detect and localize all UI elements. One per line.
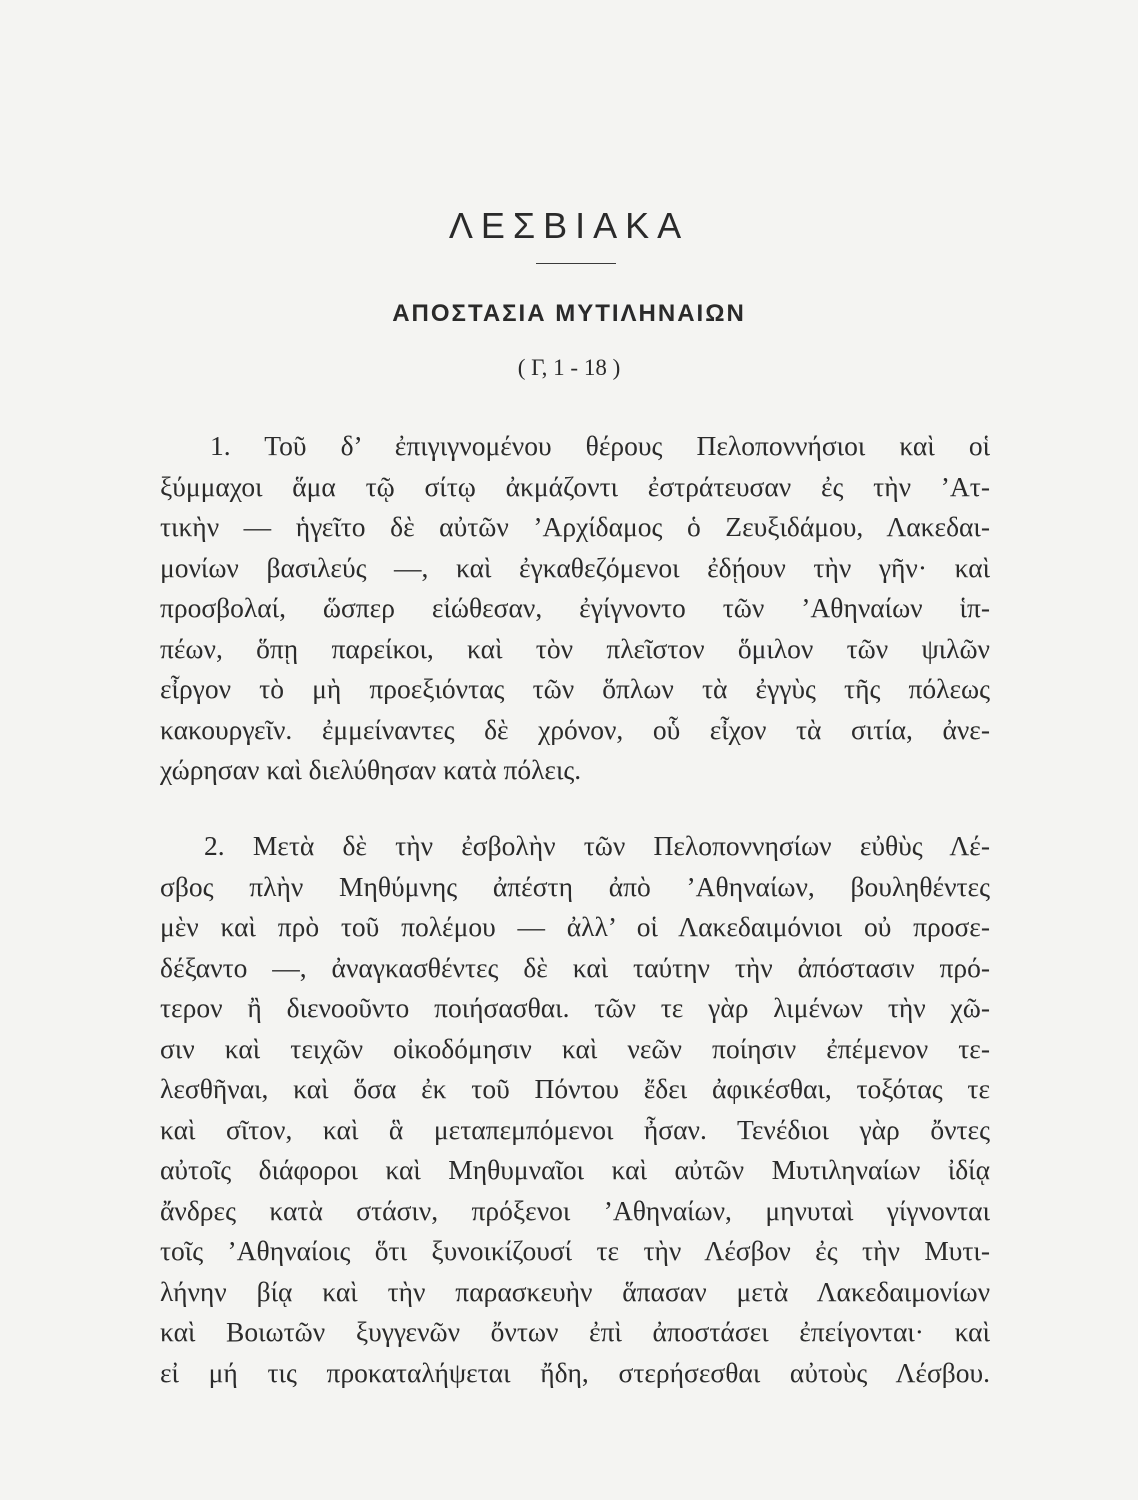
text-line: λεσθῆναι, καὶ ὅσα ἐκ τοῦ Πόντου ἔδει ἀφικέσθαι, τοξότας τε bbox=[160, 1073, 990, 1104]
text-line: τερον ἢ διενοοῦντο ποιήσασθαι. τῶν τε γὰρ λιμένων τὴν χῶ- bbox=[160, 992, 990, 1023]
text-line: μὲν καὶ πρὸ τοῦ πολέμου — ἀλλ’ οἱ Λακεδαιμόνιοι οὐ προσε- bbox=[160, 911, 990, 942]
text-line: σιν καὶ τειχῶν οἰκοδόμησιν καὶ νεῶν ποίησιν ἐπέμενον τε- bbox=[160, 1032, 990, 1064]
text-line: καὶ σῖτον, καὶ ἃ μεταπεμπόμενοι ἦσαν. Τενέδιοι γὰρ ὄντες bbox=[160, 1113, 990, 1145]
text-line: τοῖς ’Αθηναίοις ὅτι ξυνοικίζουσί τε τὴν Λέσβον ἐς τὴν Μυτι- bbox=[160, 1235, 990, 1266]
text-line: ξύμμαχοι ἅμα τῷ σίτῳ ἀκμάζοντι ἐστράτευσαν ἐς τὴν ’Ατ- bbox=[160, 470, 990, 502]
text-line: χώρησαν καὶ διελύθησαν κατὰ πόλεις. bbox=[160, 754, 582, 785]
text-line: τικὴν — ἡγεῖτο δὲ αὐτῶν ’Αρχίδαμος ὁ Ζευξιδάμου, Λακεδαι- bbox=[160, 511, 990, 542]
text-line: εἶργον τὸ μὴ προεξιόντας τῶν ὅπλων τὰ ἐγγὺς τῆς πόλεως bbox=[160, 673, 990, 704]
text-line: εἰ μή τις προκαταλήψεται ἤδη, στερήσεσθαι αὐτοὺς Λέσβου. bbox=[160, 1356, 990, 1388]
text-line: 1. Τοῦ δ’ ἐπιγιγνομένου θέρους Πελοποννήσιοι καὶ οἱ bbox=[210, 430, 990, 461]
text-line: 2. Μετὰ δὲ τὴν ἐσβολὴν τῶν Πελοποννησίων εὐθὺς Λέ- bbox=[204, 830, 990, 861]
page-title: ΛΕΣΒΙΑΚΑ bbox=[448, 205, 690, 246]
text-line: μονίων βασιλεύς —, καὶ ἐγκαθεζόμενοι ἐδῄουν τὴν γῆν· καὶ bbox=[160, 551, 990, 583]
text-line: πέων, ὅπῃ παρείκοι, καὶ τὸν πλεῖστον ὅμιλον τῶν ψιλῶν bbox=[160, 632, 990, 664]
text-line: κακουργεῖν. ἐμμείναντες δὲ χρόνον, οὗ εἶχον τὰ σιτία, ἀνε- bbox=[160, 713, 990, 745]
text-line: δέξαντο —, ἀναγκασθέντες δὲ καὶ ταύτην τὴν ἀπόστασιν πρό- bbox=[160, 951, 990, 983]
text-line: σβος πλὴν Μηθύμνης ἀπέστη ἀπὸ ’Αθηναίων, βουληθέντες bbox=[160, 870, 990, 902]
text-line: αὐτοῖς διάφοροι καὶ Μηθυμναῖοι καὶ αὐτῶν Μυτιληναίων ἰδίᾳ bbox=[160, 1154, 990, 1185]
paragraph-2 bbox=[160, 826, 990, 1393]
text-line: προσβολαί, ὥσπερ εἰώθεσαν, ἐγίγνοντο τῶν ’Αθηναίων ἱπ- bbox=[160, 592, 990, 623]
book-reference: ( Γ, 1 - 18 ) bbox=[517, 355, 621, 380]
text-line: καὶ Βοιωτῶν ξυγγενῶν ὄντων ἐπὶ ἀποστάσει ἐπείγονται· καὶ bbox=[160, 1316, 990, 1347]
paragraph-1 bbox=[160, 426, 990, 791]
title-divider bbox=[536, 263, 616, 264]
text-line: λήνην βίᾳ καὶ τὴν παρασκευὴν ἅπασαν μετὰ Λακεδαιμονίων bbox=[160, 1275, 990, 1307]
text-line: ἄνδρες κατὰ στάσιν, πρόξενοι ’Αθηναίων, μηνυταὶ γίγνονται bbox=[160, 1194, 990, 1226]
section-subtitle: ΑΠΟΣΤΑΣΙΑ ΜΥΤΙΛΗΝΑΙΩΝ bbox=[392, 300, 746, 327]
